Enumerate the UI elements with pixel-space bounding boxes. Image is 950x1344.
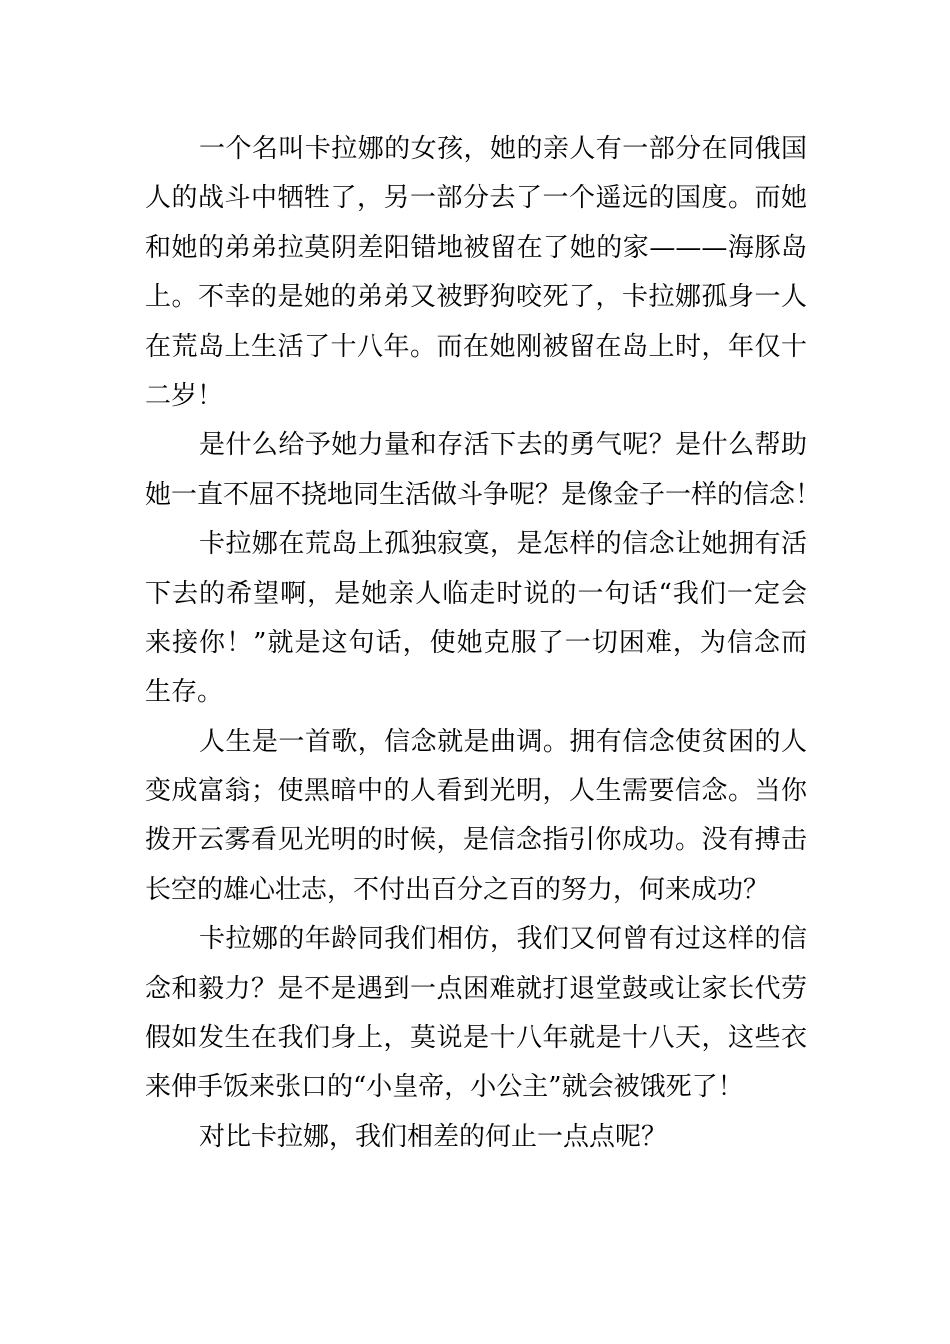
text-line: 和她的弟弟拉莫阴差阳错地被留在了她的家———海豚岛 xyxy=(145,232,807,263)
text-line: 是什么给予她力量和存活下去的勇气呢？是什么帮助 xyxy=(199,430,807,461)
text-line: 二岁！ xyxy=(145,380,224,411)
paragraph-4 xyxy=(145,718,807,916)
text-line: 长空的雄心壮志，不付出百分之百的努力，何来成功？ xyxy=(145,874,770,905)
text-line: 卡拉娜的年龄同我们相仿，我们又何曾有过这样的信 xyxy=(199,924,807,955)
paragraph-3 xyxy=(145,520,807,718)
text-line: 拨开云雾看见光明的时候，是信念指引你成功。没有搏击 xyxy=(145,825,807,856)
text-line: 卡拉娜在荒岛上孤独寂寞，是怎样的信念让她拥有活 xyxy=(199,529,807,560)
paragraph-6 xyxy=(145,1113,807,1162)
text-line: 来伸手饭来张口的“小皇帝，小公主”就会被饿死了！ xyxy=(145,1072,744,1103)
text-line: 人的战斗中牺牲了，另一部分去了一个遥远的国度。而她 xyxy=(145,183,807,214)
text-line: 对比卡拉娜，我们相差的何止一点点呢？ xyxy=(199,1121,668,1152)
text-line: 假如发生在我们身上，莫说是十八年就是十八天，这些衣 xyxy=(145,1023,807,1054)
text-line: 念和毅力？是不是遇到一点困难就打退堂鼓或让家长代劳 xyxy=(145,973,807,1004)
paragraph-5 xyxy=(145,915,807,1113)
paragraph-1 xyxy=(145,125,807,421)
text-line: 变成富翁；使黑暗中的人看到光明，人生需要信念。当你 xyxy=(145,776,807,807)
text-line: 她一直不屈不挠地同生活做斗争呢？是像金子一样的信念！ xyxy=(145,479,822,510)
paragraph-2 xyxy=(145,421,822,520)
text-line: 一个名叫卡拉娜的女孩，她的亲人有一部分在同俄国 xyxy=(199,134,807,164)
text-line: 来接你！”就是这句话，使她克服了一切困难，为信念而 xyxy=(145,627,807,658)
text-line: 上。不幸的是她的弟弟又被野狗咬死了，卡拉娜孤身一人 xyxy=(145,282,807,313)
text-line: 在荒岛上生活了十八年。而在她刚被留在岛上时，年仅十 xyxy=(145,331,807,362)
text-line: 下去的希望啊，是她亲人临走时说的一句话“我们一定会 xyxy=(145,578,807,609)
text-line: 生存。 xyxy=(145,677,224,708)
text-line: 人生是一首歌，信念就是曲调。拥有信念使贫困的人 xyxy=(199,726,807,757)
essay-body xyxy=(145,125,822,1162)
